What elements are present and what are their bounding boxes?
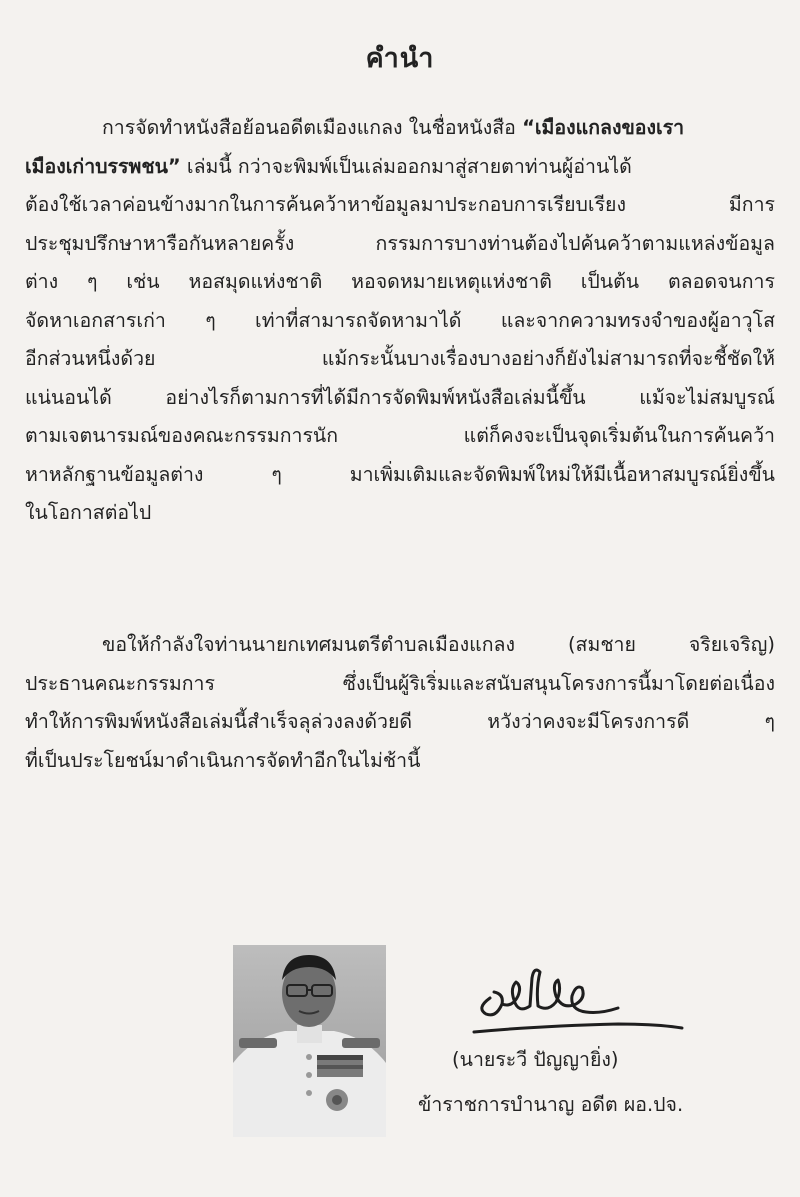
signer-name: (นายระวี ปัญญายิ่ง) bbox=[452, 1048, 619, 1071]
book-title-part-2: เมืองเก่าบรรพชน” bbox=[25, 154, 181, 178]
paragraph-line: ขอให้กำลังใจท่านนายกเทศมนตรีตำบลเมืองแกลง (สมชาย จริยเจริญ) bbox=[102, 633, 775, 656]
paragraph-line: ตามเจตนารมณ์ของคณะกรรมการนัก แต่ก็คงจะเป็นจุดเริ่มต้นในการค้นคว้า bbox=[25, 424, 775, 447]
paragraph-line: ต้องใช้เวลาค่อนข้างมากในการค้นคว้าหาข้อมูลมาประกอบการเรียบเรียง มีการ bbox=[25, 193, 775, 216]
signer-position: ข้าราชการบำนาญ อดีต ผอ.ปจ. bbox=[418, 1093, 684, 1116]
paragraph-line: ต่าง ๆ เช่น หอสมุดแห่งชาติ หอจดหมายเหตุแห่งชาติ เป็นต้น ตลอดจนการ bbox=[25, 270, 775, 293]
paragraph-line: จัดหาเอกสารเก่า ๆ เท่าที่สามารถจัดหามาได้ และจากความทรงจำของผู้อาวุโส bbox=[25, 308, 775, 332]
preface-paragraph-1 bbox=[25, 109, 775, 533]
preface-paragraph-2 bbox=[25, 626, 775, 780]
paragraph-line: การจัดทำหนังสือย้อนอดีตเมืองแกลง ในชื่อหนังสือ “เมืองแกลงของเรา bbox=[102, 116, 685, 139]
paragraph-line: ประธานคณะกรรมการ ซึ่งเป็นผู้ริเริ่มและสนับสนุนโครงการนี้มาโดยต่อเนื่อง bbox=[25, 671, 775, 695]
paragraph-line: ที่เป็นประโยชน์มาดำเนินการจัดทำอีกในไม่ช้านี้ bbox=[25, 748, 421, 772]
paragraph-line: อีกส่วนหนึ่งด้วย แม้กระนั้นบางเรื่องบางอย่างก็ยังไม่สามารถที่จะชี้ชัดให้ bbox=[25, 347, 775, 370]
book-title-part-1: “เมืองแกลงของเรา bbox=[522, 116, 685, 139]
paragraph-line: หาหลักฐานข้อมูลต่าง ๆ มาเพิ่มเติมและจัดพิมพ์ใหม่ให้มีเนื้อหาสมบูรณ์ยิ่งขึ้น bbox=[25, 462, 775, 486]
page-title: คำนำ bbox=[365, 43, 435, 74]
author-portrait-photo bbox=[233, 945, 386, 1137]
paragraph-line: ประชุมปรึกษาหารือกันหลายครั้ง กรรมการบางท่านต้องไปค้นคว้าตามแหล่งข้อมูล bbox=[25, 231, 775, 255]
paragraph-line: ในโอกาสต่อไป bbox=[25, 501, 152, 524]
paragraph-line: ทำให้การพิมพ์หนังสือเล่มนี้สำเร็จลุล่วงลงด้วยดี หวังว่าคงจะมีโครงการดี ๆ bbox=[25, 710, 775, 733]
paragraph-line: เมืองเก่าบรรพชน” เล่มนี้ กว่าจะพิมพ์เป็นเล่มออกมาสู่สายตาท่านผู้อ่านได้ bbox=[25, 154, 632, 178]
paragraph-line: แน่นอนได้ อย่างไรก็ตามการที่ได้มีการจัดพิมพ์หนังสือเล่มนี้ขึ้น แม้จะไม่สมบูรณ์ bbox=[25, 385, 775, 409]
signature-mark bbox=[468, 948, 688, 1038]
